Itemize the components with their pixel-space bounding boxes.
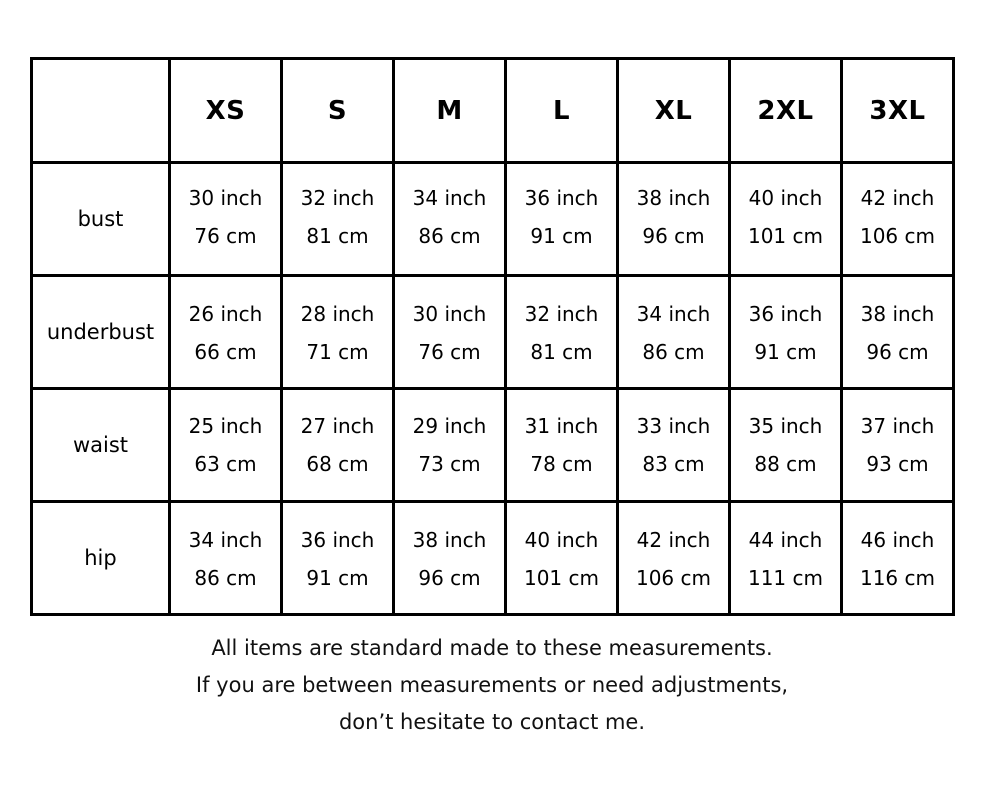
table-row — [32, 502, 954, 615]
table-row — [32, 163, 954, 276]
footer-notes — [0, 630, 984, 741]
cell-value-inch: 36 inch — [300, 528, 375, 552]
cell-value-cm: 116 cm — [859, 566, 935, 590]
cell-value-inch: 44 inch — [748, 528, 823, 552]
row-label-bust: bust — [32, 163, 170, 276]
cell-hip-l — [506, 502, 618, 615]
cell-value-inch: 34 inch — [636, 302, 711, 326]
cell-value-cm: 93 cm — [866, 452, 929, 476]
cell-underbust-s — [282, 276, 394, 389]
cell-waist-xl — [618, 389, 730, 502]
cell-value-inch: 38 inch — [860, 302, 935, 326]
cell-hip-m — [394, 502, 506, 615]
cell-value-cm: 81 cm — [530, 340, 593, 364]
cell-value-inch: 28 inch — [300, 302, 375, 326]
header-row — [32, 59, 954, 163]
header-cell-xs: XS — [170, 59, 282, 163]
cell-value-inch: 31 inch — [524, 414, 599, 438]
note-line-3: don’t hesitate to contact me. — [338, 710, 646, 734]
cell-bust-l — [506, 163, 618, 276]
cell-value-cm: 96 cm — [418, 566, 481, 590]
cell-bust-s — [282, 163, 394, 276]
note-line-1: All items are standard made to these measurements. — [211, 636, 773, 660]
cell-value-inch: 27 inch — [300, 414, 375, 438]
cell-value-inch: 46 inch — [860, 528, 935, 552]
header-cell-corner — [32, 59, 170, 163]
cell-value-inch: 36 inch — [748, 302, 823, 326]
cell-underbust-l — [506, 276, 618, 389]
row-label-waist: waist — [32, 389, 170, 502]
cell-value-inch: 42 inch — [636, 528, 711, 552]
cell-value-inch: 32 inch — [524, 302, 599, 326]
cell-value-cm: 106 cm — [635, 566, 711, 590]
cell-value-inch: 33 inch — [636, 414, 711, 438]
header-cell-3xl: 3XL — [842, 59, 954, 163]
cell-value-cm: 96 cm — [866, 340, 929, 364]
header-cell-2xl: 2XL — [730, 59, 842, 163]
cell-value-inch: 40 inch — [524, 528, 599, 552]
cell-hip-xs — [170, 502, 282, 615]
cell-value-inch: 38 inch — [412, 528, 487, 552]
cell-value-cm: 86 cm — [642, 340, 705, 364]
cell-value-inch: 34 inch — [188, 528, 263, 552]
cell-value-inch: 40 inch — [748, 186, 823, 210]
cell-value-cm: 86 cm — [418, 224, 481, 248]
cell-waist-3xl — [842, 389, 954, 502]
cell-value-cm: 106 cm — [859, 224, 935, 248]
cell-bust-3xl — [842, 163, 954, 276]
size-chart-body — [32, 163, 954, 615]
cell-value-inch: 30 inch — [412, 302, 487, 326]
cell-bust-xl — [618, 163, 730, 276]
cell-value-cm: 101 cm — [523, 566, 599, 590]
cell-value-cm: 86 cm — [194, 566, 257, 590]
cell-bust-2xl — [730, 163, 842, 276]
cell-value-inch: 29 inch — [412, 414, 487, 438]
cell-value-cm: 88 cm — [754, 452, 817, 476]
cell-value-cm: 83 cm — [642, 452, 705, 476]
cell-value-inch: 38 inch — [636, 186, 711, 210]
cell-bust-xs — [170, 163, 282, 276]
header-cell-xl: XL — [618, 59, 730, 163]
cell-bust-m — [394, 163, 506, 276]
cell-value-inch: 25 inch — [188, 414, 263, 438]
cell-hip-xl — [618, 502, 730, 615]
cell-value-inch: 36 inch — [524, 186, 599, 210]
cell-waist-l — [506, 389, 618, 502]
cell-value-cm: 68 cm — [306, 452, 369, 476]
cell-value-cm: 91 cm — [754, 340, 817, 364]
cell-waist-s — [282, 389, 394, 502]
cell-value-cm: 71 cm — [306, 340, 369, 364]
cell-waist-xs — [170, 389, 282, 502]
cell-hip-2xl — [730, 502, 842, 615]
cell-value-inch: 37 inch — [860, 414, 935, 438]
cell-value-cm: 76 cm — [194, 224, 257, 248]
cell-underbust-xl — [618, 276, 730, 389]
cell-value-inch: 32 inch — [300, 186, 375, 210]
cell-value-cm: 76 cm — [418, 340, 481, 364]
note-line-2: If you are between measurements or need adjustments, — [195, 673, 789, 697]
cell-value-cm: 91 cm — [306, 566, 369, 590]
size-chart-header — [32, 59, 954, 163]
cell-underbust-m — [394, 276, 506, 389]
size-chart-table — [30, 57, 955, 616]
cell-waist-m — [394, 389, 506, 502]
cell-value-inch: 34 inch — [412, 186, 487, 210]
cell-underbust-2xl — [730, 276, 842, 389]
table-row — [32, 276, 954, 389]
cell-value-inch: 30 inch — [188, 186, 263, 210]
cell-value-inch: 35 inch — [748, 414, 823, 438]
cell-hip-3xl — [842, 502, 954, 615]
cell-value-cm: 96 cm — [642, 224, 705, 248]
cell-value-cm: 63 cm — [194, 452, 257, 476]
header-cell-m: M — [394, 59, 506, 163]
cell-value-cm: 111 cm — [747, 566, 823, 590]
cell-value-cm: 66 cm — [194, 340, 257, 364]
cell-value-cm: 101 cm — [747, 224, 823, 248]
cell-underbust-3xl — [842, 276, 954, 389]
row-label-underbust: underbust — [32, 276, 170, 389]
header-cell-l: L — [506, 59, 618, 163]
cell-value-cm: 81 cm — [306, 224, 369, 248]
table-row — [32, 389, 954, 502]
cell-value-inch: 42 inch — [860, 186, 935, 210]
size-chart-table-wrapper — [30, 57, 954, 616]
cell-value-cm: 91 cm — [530, 224, 593, 248]
cell-value-cm: 73 cm — [418, 452, 481, 476]
cell-value-cm: 78 cm — [530, 452, 593, 476]
cell-waist-2xl — [730, 389, 842, 502]
row-label-hip: hip — [32, 502, 170, 615]
cell-value-inch: 26 inch — [188, 302, 263, 326]
cell-underbust-xs — [170, 276, 282, 389]
cell-hip-s — [282, 502, 394, 615]
header-cell-s: S — [282, 59, 394, 163]
